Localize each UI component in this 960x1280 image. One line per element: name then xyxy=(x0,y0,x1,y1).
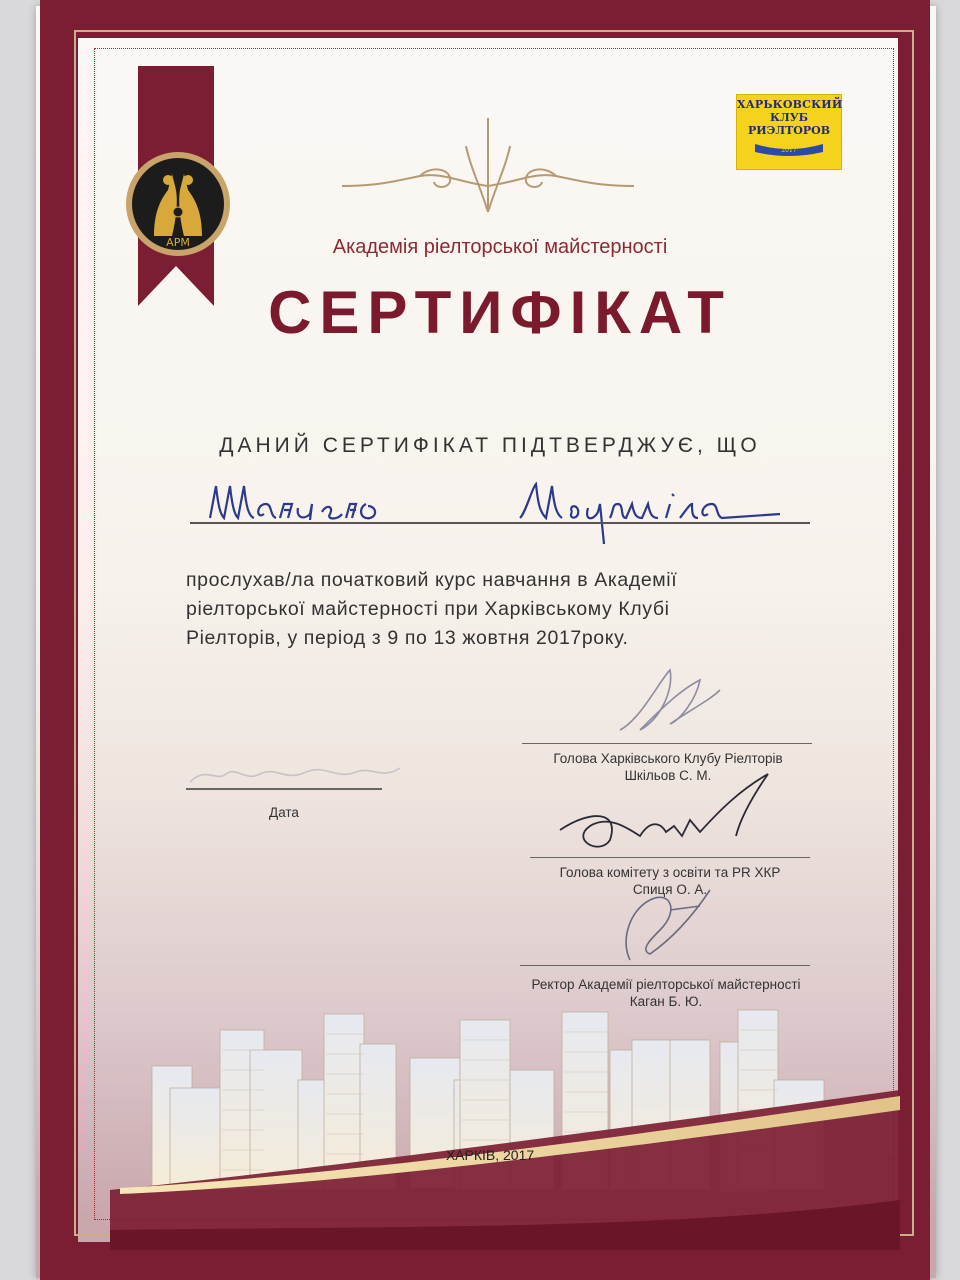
ornament-flourish-icon xyxy=(340,116,636,216)
handwritten-recipient-name xyxy=(180,464,840,544)
club-logo-line2: КЛУБ xyxy=(769,111,809,124)
signature-line-2 xyxy=(530,857,810,858)
cityscape-illustration xyxy=(110,1000,900,1250)
signature-line-1 xyxy=(522,743,812,744)
arm-logo-label: АРМ xyxy=(166,236,190,249)
certificate-confirmation: ДАНИЙ СЕРТИФІКАТ ПІДТВЕРДЖУЄ, ЩО xyxy=(219,434,761,457)
kharkiv-realtors-club-logo xyxy=(736,94,842,170)
signatory-name: Спиця О. А. xyxy=(632,882,708,897)
signatory-name: Шкільов С. М. xyxy=(624,768,712,783)
signatory-name: Каган Б. Ю. xyxy=(629,994,703,1009)
date-line xyxy=(186,788,382,790)
certificate-footer: ХАРКІВ, 2017 xyxy=(445,1147,535,1163)
signatory-role: Голова комітету з освіти та PR ХКР xyxy=(559,865,781,880)
signature-2 xyxy=(550,770,780,860)
signature-line-3 xyxy=(520,965,810,966)
signature-1 xyxy=(600,660,730,740)
course-description-line: ріелторської майстерності при Харківському Клубі xyxy=(186,598,670,620)
club-logo-line3: РИЭЛТОРОВ xyxy=(747,124,831,137)
signatory-role: Голова Харківського Клубу Ріелторів xyxy=(553,751,783,766)
certificate-title: СЕРТИФІКАТ xyxy=(268,279,732,346)
signatory-role: Ректор Академії ріелторської майстерності xyxy=(531,977,801,992)
club-logo-year: 2017 xyxy=(781,147,797,154)
signature-3 xyxy=(610,880,720,970)
recipient-name-line xyxy=(190,522,810,524)
course-description xyxy=(186,566,826,653)
course-description-line: прослухав/ла початковий курс навчання в Академії xyxy=(186,569,678,591)
academy-heading: Академія ріелторської майстерності xyxy=(332,236,668,258)
date-label: Дата xyxy=(269,805,299,820)
club-logo-line1: ХАРЬКОВСКИЙ xyxy=(737,98,843,111)
handwritten-date xyxy=(186,756,406,788)
club-logo-ribbon-icon xyxy=(739,138,839,158)
course-description-line: Ріелторів, у період з 9 по 13 жовтня 2017року. xyxy=(186,627,629,649)
